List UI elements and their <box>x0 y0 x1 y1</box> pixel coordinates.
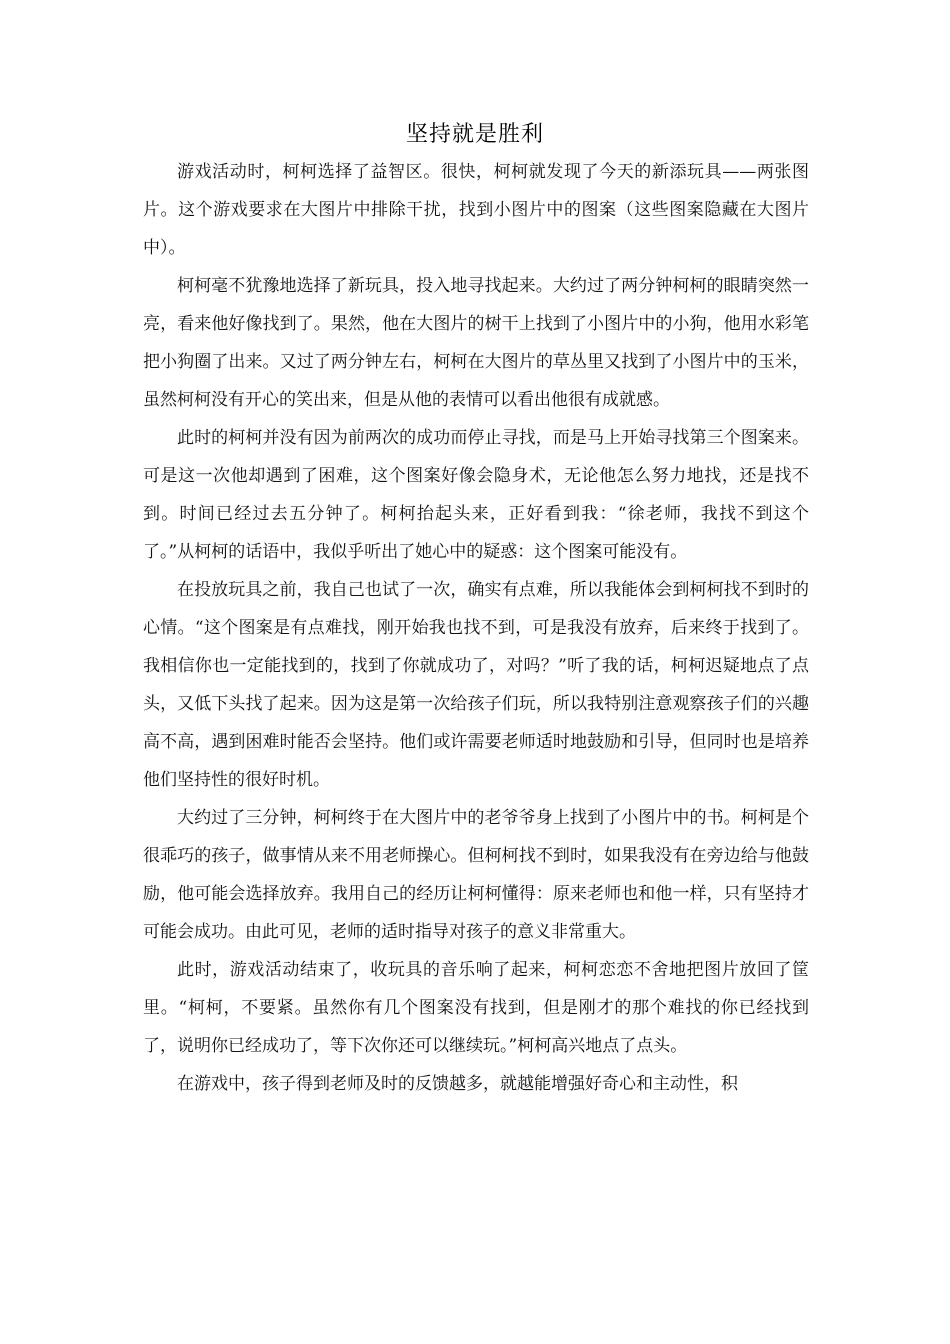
paragraph-6: 此时，游戏活动结束了，收玩具的音乐响了起来，柯柯恋恋不舍地把图片放回了筐里。“柯柯，不要紧。虽然你有几个图案没有找到，但是刚才的那个难找的你已经找到了，说明你已经成功了，等下次你还可以继续玩。”柯柯高兴地点了点头。 <box>143 960 809 1056</box>
paragraph-1: 游戏活动时，柯柯选择了益智区。很快，柯柯就发现了今天的新添玩具——两张图片。这个游戏要求在大图片中排除干扰，找到小图片中的图案（这些图案隐藏在大图片中）。 <box>143 162 809 258</box>
paragraph-4: 在投放玩具之前，我自己也试了一次，确实有点难，所以我能体会到柯柯找不到时的心情。“这个图案是有点难找，刚开始我也找不到，可是我没有放弃，后来终于找到了。我相信你也一定能找到的，找到了你就成功了，对吗？”听了我的话，柯柯迟疑地点了点头，又低下头找了起来。因为这是第一次给孩子们玩，所以我特别注意观察孩子们的兴趣高不高，遇到困难时能否会坚持。他们或许需要老师适时地鼓励和引导，但同时也是培养他们坚持性的很好时机。 <box>143 580 809 790</box>
document-title: 坚持就是胜利 <box>405 122 544 147</box>
paragraph-2: 柯柯毫不犹豫地选择了新玩具，投入地寻找起来。大约过了两分钟柯柯的眼睛突然一亮，看来他好像找到了。果然，他在大图片的树干上找到了小图片中的小狗，他用水彩笔把小狗圈了出来。又过了两分钟左右，柯柯在大图片的草丛里又找到了小图片中的玉米，虽然柯柯没有开心的笑出来，但是从他的表情可以看出他很有成就感。 <box>143 276 809 410</box>
paragraph-5: 大约过了三分钟，柯柯终于在大图片中的老爷爷身上找到了小图片中的书。柯柯是个很乖巧的孩子，做事情从来不用老师操心。但柯柯找不到时，如果我没有在旁边给与他鼓励，他可能会选择放弃。我用自己的经历让柯柯懂得：原来老师也和他一样，只有坚持才可能会成功。由此可见，老师的适时指导对孩子的意义非常重大。 <box>143 808 809 942</box>
document-body <box>143 153 809 1103</box>
paragraph-7: 在游戏中，孩子得到老师及时的反馈越多，就越能增强好奇心和主动性，积 <box>177 1074 738 1094</box>
paragraph-3: 此时的柯柯并没有因为前两次的成功而停止寻找，而是马上开始寻找第三个图案来。可是这一次他却遇到了困难，这个图案好像会隐身术，无论他怎么努力地找，还是找不到。时间已经过去五分钟了。柯柯抬起头来，正好看到我：“徐老师，我找不到这个了。”从柯柯的话语中，我似乎听出了她心中的疑惑：这个图案可能没有。 <box>143 428 809 562</box>
